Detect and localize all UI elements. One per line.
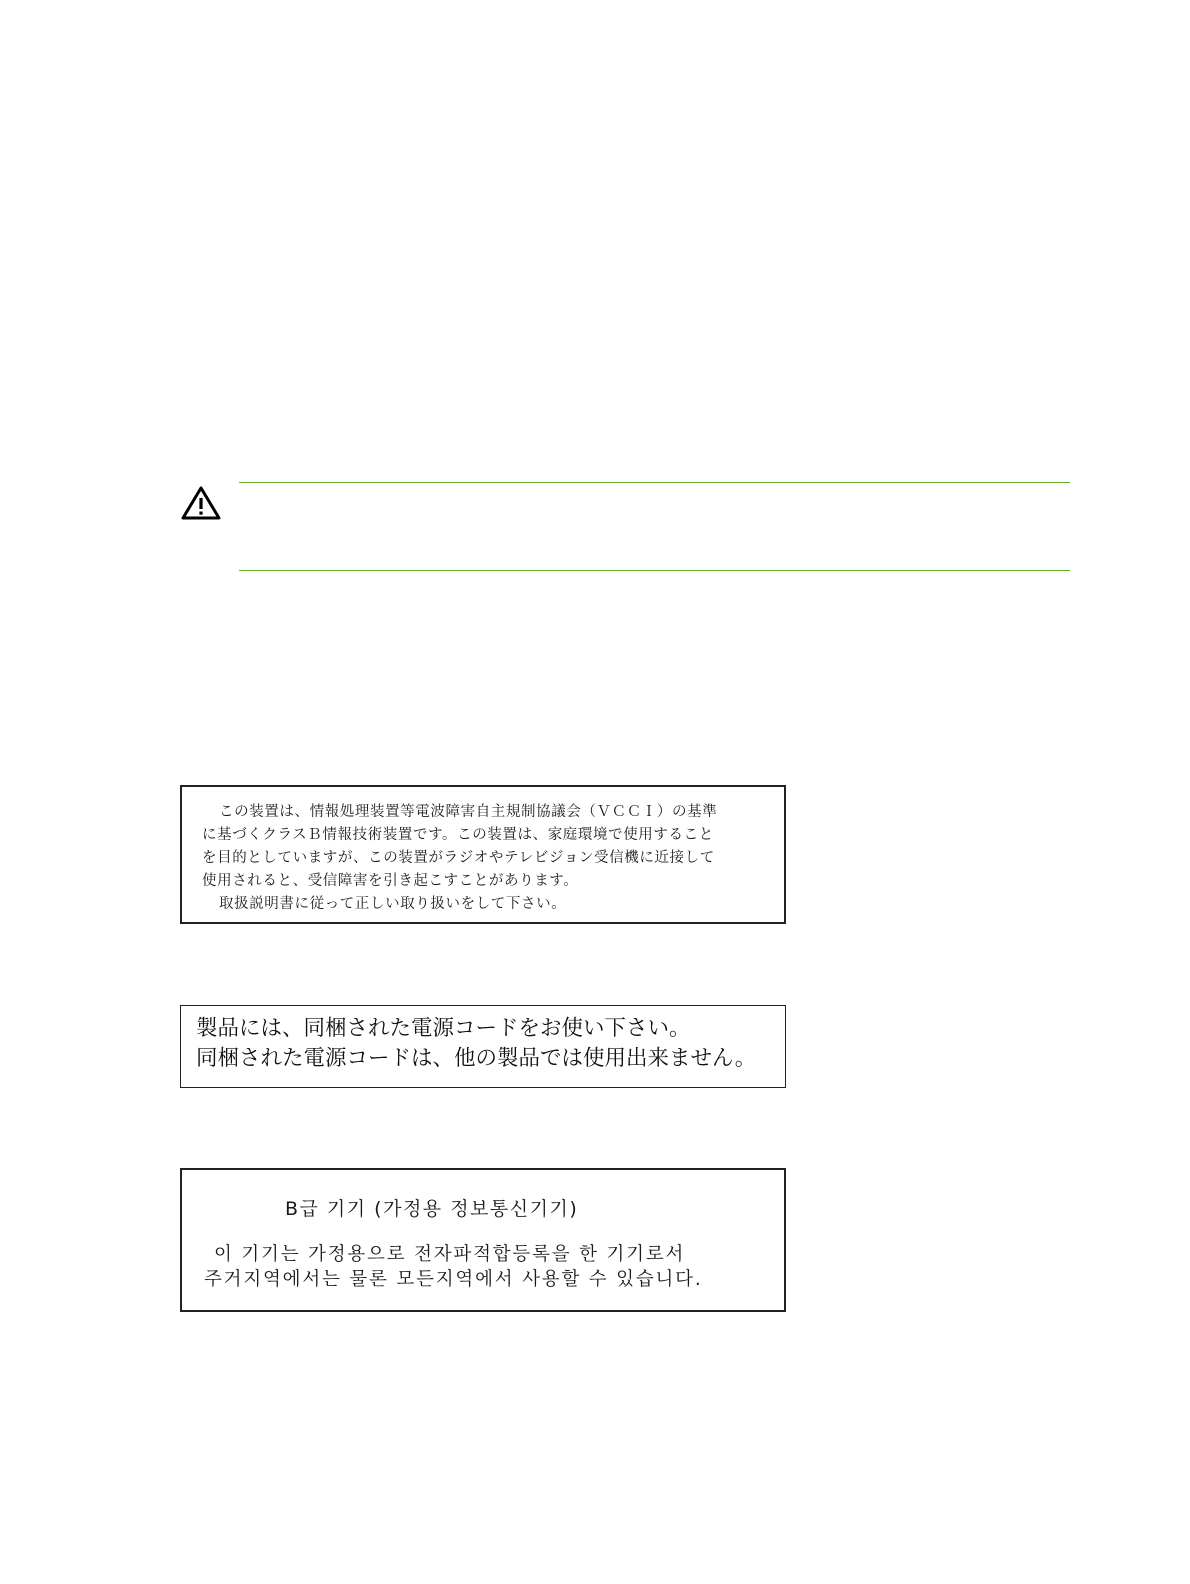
caution-top-rule <box>239 482 1070 483</box>
vcci-line: に基づくクラスＢ情報技術装置です。この装置は、家庭環境で使用すること <box>202 827 714 843</box>
vcci-line: を目的としていますが、この装置がラジオやテレビジョン受信機に近接して <box>202 850 715 866</box>
vcci-line: 使用されると、受信障害を引き起こすことがあります。 <box>202 873 579 889</box>
caution-bottom-rule <box>239 570 1070 571</box>
korean-notice-title: B급 기기 (가정용 정보통신기기) <box>285 1198 579 1220</box>
vcci-line: 取扱説明書に従って正しい取り扱いをして下さい。 <box>219 896 567 912</box>
korean-notice-line: 주거지역에서는 물론 모든지역에서 사용할 수 있습니다. <box>204 1269 703 1290</box>
warning-triangle-icon <box>180 485 222 521</box>
korean-notice-line: 이 기기는 가정용으로 전자파적합등록을 한 기기로서 <box>214 1244 686 1265</box>
power-cord-line: 同梱された電源コードは、他の製品では使用出来ません。 <box>196 1046 757 1071</box>
korean-emc-notice-box <box>180 1168 786 1312</box>
vcci-line: この装置は、情報処理装置等電波障害自主規制協議会（ＶＣＣＩ）の基準 <box>219 804 718 820</box>
power-cord-notice-box <box>180 1005 786 1088</box>
vcci-notice-box <box>180 785 786 924</box>
power-cord-line: 製品には、同梱された電源コードをお使い下さい。 <box>196 1016 691 1041</box>
